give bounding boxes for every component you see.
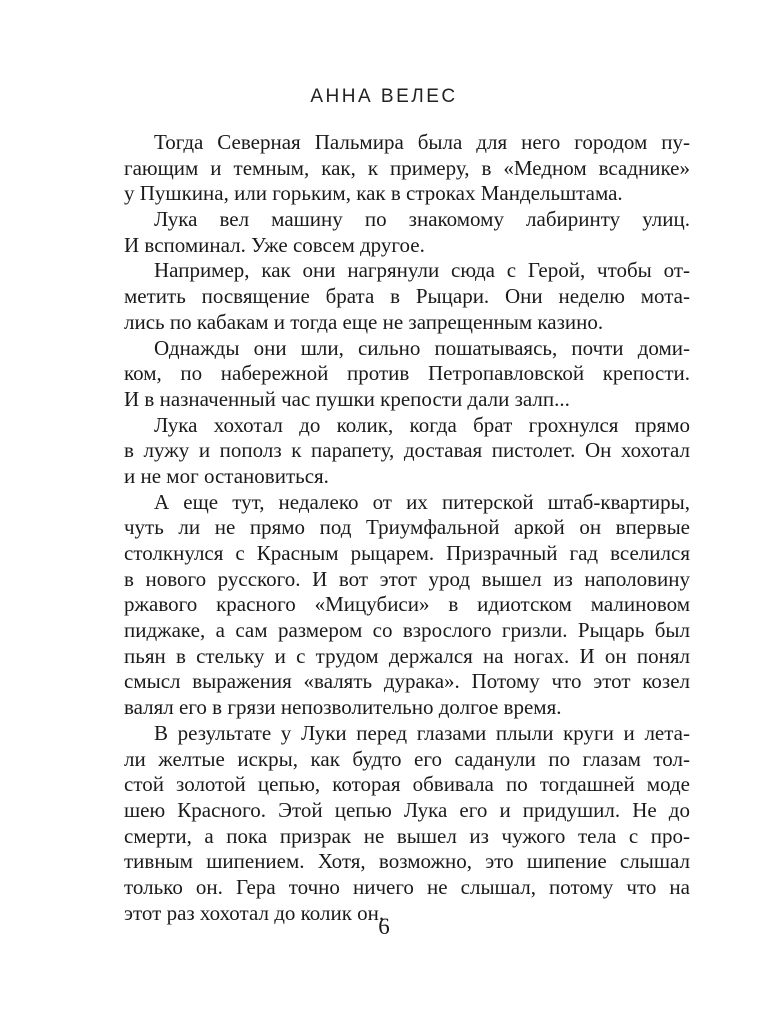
- text-line: в лужу и пополз к парапету, доставая пистолет. Он хохотал: [124, 438, 690, 463]
- text-line: и не мог остановиться.: [124, 463, 329, 488]
- text-line: в нового русского. И вот этот урод вышел из наполовину: [124, 566, 690, 591]
- text-line: пьян в стельку и с трудом держался на ногах. И он понял: [124, 643, 690, 668]
- text-line: чуть ли не прямо под Триумфальной аркой он впервые: [124, 515, 690, 540]
- text-line: И вспоминал. Уже совсем другое.: [124, 232, 425, 257]
- text-line: только он. Гера точно ничего не слышал, потому что на: [124, 874, 690, 899]
- text-line: гающим и темным, как, к примеру, в «Медном всаднике»: [124, 155, 690, 180]
- text-line: этот раз хохотал до колик он.: [124, 900, 385, 925]
- text-line: И в назначенный час пушки крепости дали залп...: [124, 386, 570, 411]
- text-line: шею Красного. Этой цепью Лука его и придушил. Не до: [124, 797, 690, 822]
- text-line: столкнулся с Красным рыцарем. Призрачный гад вселился: [124, 541, 690, 565]
- text-line: смысл выражения «валять дурака». Потому что этот козел: [124, 669, 690, 694]
- text-line: пиджаке, а сам размером со взрослого гризли. Рыцарь был: [124, 618, 690, 643]
- text-line: метить посвящение брата в Рыцари. Они неделю мота-: [124, 284, 690, 309]
- text-line: у Пушкина, или горьким, как в строках Мандельштама.: [124, 181, 623, 206]
- text-line: ком, по набережной против Петропавловской крепости.: [124, 361, 690, 386]
- text-line: Например, как они нагрянули сюда с Герой, чтобы от-: [154, 258, 690, 283]
- body-text: [124, 130, 690, 926]
- text-line: тивным шипением. Хотя, возможно, это шипение слышал: [124, 849, 690, 874]
- text-line: Лука хохотал до колик, когда брат грохнулся прямо: [154, 412, 690, 437]
- text-line: лись по кабакам и тогда еще не запрещенным казино.: [124, 309, 604, 334]
- text-line: В результате у Луки перед глазами плыли круги и лета-: [154, 720, 690, 745]
- text-line: смерти, а пока призрак не вышел из чужого тела с про-: [124, 823, 690, 848]
- text-line: валял его в грязи непозволительно долгое время.: [124, 695, 562, 720]
- text-line: Однажды они шли, сильно пошатываясь, почти доми-: [154, 335, 690, 360]
- text-line: ржавого красного «Мицубиси» в идиотском малиновом: [124, 592, 690, 617]
- page-number: 6: [378, 914, 390, 939]
- text-line: Тогда Северная Пальмира была для него городом пу-: [154, 130, 690, 154]
- text-line: Лука вел машину по знакомому лабиринту улиц.: [154, 207, 690, 232]
- running-header-author: АННА ВЕЛЕС: [310, 86, 458, 107]
- text-line: ли желтые искры, как будто его саданули по глазам тол-: [124, 746, 690, 771]
- text-line: стой золотой цепью, которая обвивала по тогдашней моде: [124, 772, 690, 797]
- text-line: А еще тут, недалеко от их питерской штаб-квартиры,: [154, 489, 690, 514]
